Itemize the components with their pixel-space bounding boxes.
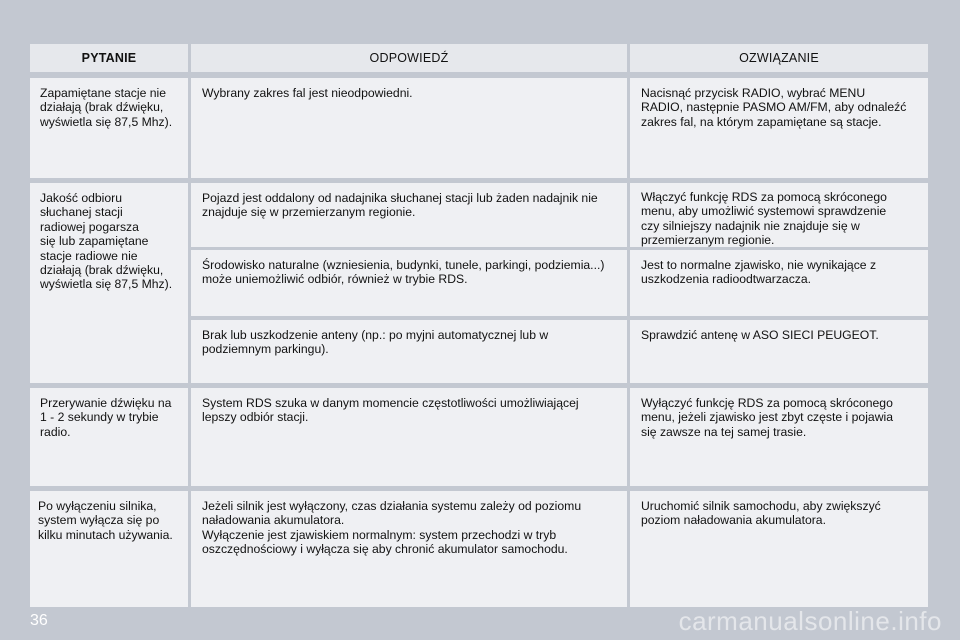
header-solution: OZWIĄZANIE — [630, 44, 928, 72]
solution-cell: Nacisnąć przycisk RADIO, wybrać MENU RADIO, następnie PASMO AM/FM, aby odnaleźć zakres fal, na którym zapamiętane są stacje. — [630, 78, 928, 178]
solution-cell: Sprawdzić antenę w ASO SIECI PEUGEOT. — [630, 320, 928, 383]
answer-cell: Środowisko naturalne (wzniesienia, budynki, tunele, parkingi, podziemia...) może uniemożliwić odbiór, również w trybie RDS. — [191, 250, 627, 316]
question-cell: Jakość odbioru słuchanej stacji radiowej pogarsza się lub zapamiętane stacje radiowe nie działają (brak dźwięku, wyświetla się 87,5 Mhz). — [30, 183, 188, 383]
answer-cell: System RDS szuka w danym momencie częstotliwości umożliwiającej lepszy odbiór stacji. — [191, 388, 627, 486]
solution-cell: Jest to normalne zjawisko, nie wynikające z uszkodzenia radioodtwarzacza. — [630, 250, 928, 316]
question-cell: Po wyłączeniu silnika, system wyłącza się po kilku minutach używania. — [30, 491, 188, 607]
solution-cell: Wyłączyć funkcję RDS za pomocą skróconego menu, jeżeli zjawisko jest zbyt częste i pojawia się zawsze na tej samej trasie. — [630, 388, 928, 486]
header-answer: ODPOWIEDŹ — [191, 44, 627, 72]
solution-cell: Włączyć funkcję RDS za pomocą skróconego menu, aby umożliwić systemowi sprawdzenie czy silniejszy nadajnik nie znajduje się w przemierzanym regionie. — [630, 183, 928, 247]
watermark: carmanualsonline.info — [678, 606, 942, 636]
answer-cell: Brak lub uszkodzenie anteny (np.: po myjni automatycznej lub w podziemnym parkingu). — [191, 320, 627, 383]
question-cell: Zapamiętane stacje nie działają (brak dźwięku, wyświetla się 87,5 Mhz). — [30, 78, 188, 178]
header-question: PYTANIE — [30, 44, 188, 72]
page-number: 36 — [30, 612, 48, 629]
answer-cell: Pojazd jest oddalony od nadajnika słuchanej stacji lub żaden nadajnik nie znajduje się w przemierzanym regionie. — [191, 183, 627, 247]
answer-cell: Jeżeli silnik jest wyłączony, czas działania systemu zależy od poziomu naładowania akumulatora. Wyłączenie jest zjawiskiem normalnym: system przechodzi w tryb oszczędnościowy i wyłącza się aby chronić akumulator samochodu. — [191, 491, 627, 607]
solution-cell: Uruchomić silnik samochodu, aby zwiększyć poziom naładowania akumulatora. — [630, 491, 928, 607]
question-cell: Przerywanie dźwięku na 1 - 2 sekundy w trybie radio. — [30, 388, 188, 486]
answer-cell: Wybrany zakres fal jest nieodpowiedni. — [191, 78, 627, 178]
